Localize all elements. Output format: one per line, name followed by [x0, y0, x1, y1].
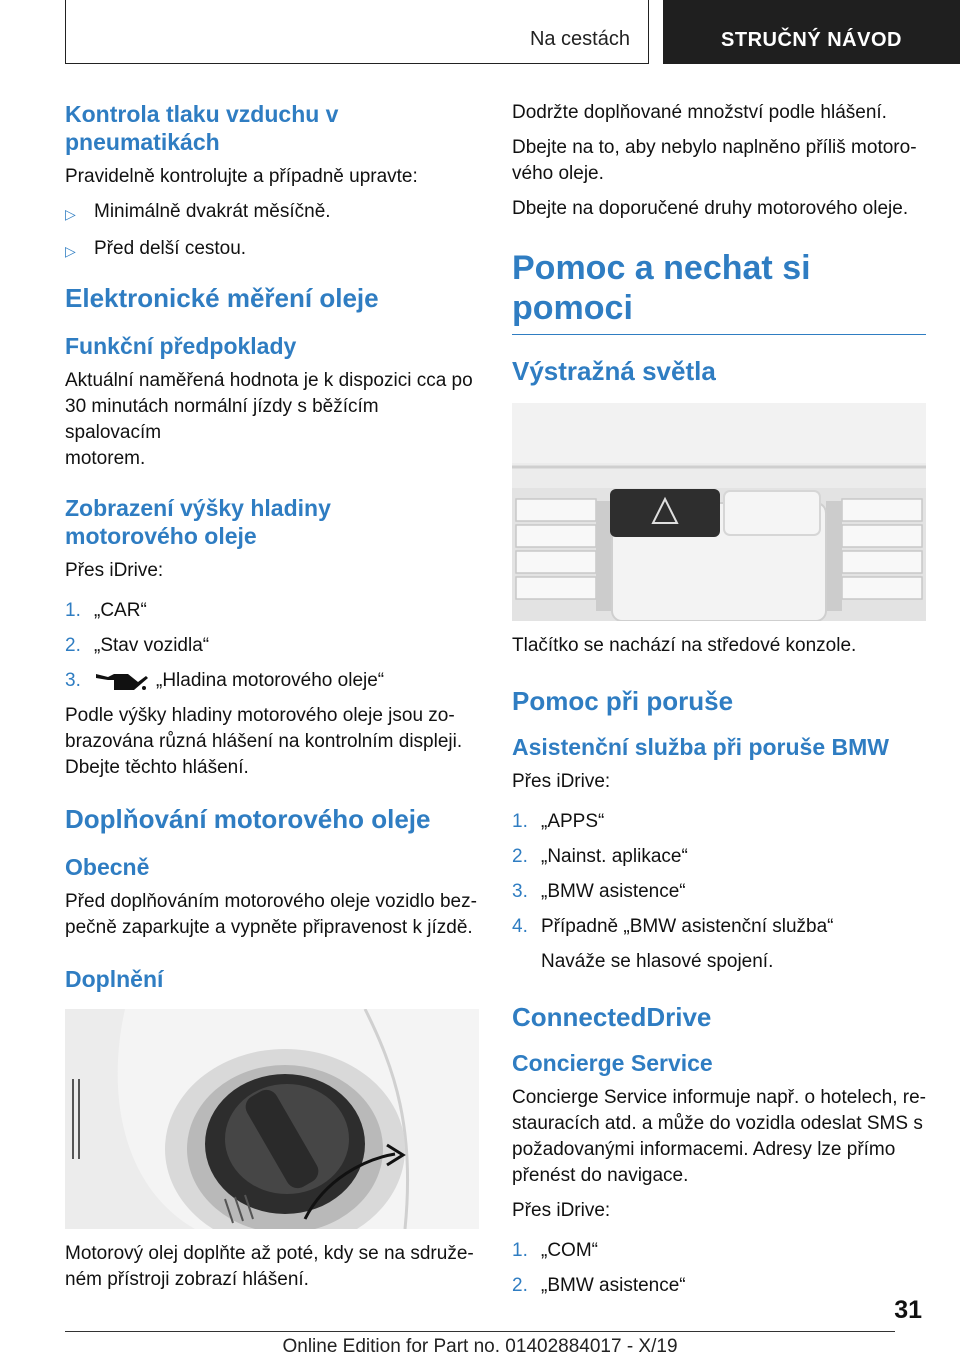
overfill-text: Dbejte na to, aby nebylo naplněno příliš motoro- vého oleje. — [512, 137, 917, 184]
fill-heading: Doplnění — [65, 966, 164, 992]
assist-via: Přes iDrive: — [512, 771, 611, 792]
oil-level-text: Podle výšky hladiny motorového oleje jsou zo- brazována různá hlášení na kontrolním displeji. Dbejte těchto hlášení. — [65, 705, 463, 778]
connected-drive-heading: ConnectedDrive — [512, 1002, 712, 1032]
oil-level-steps — [65, 598, 479, 694]
header-section-title: Na cestách — [529, 28, 630, 50]
prereq-text: Aktuální naměřená hodnota je k dispozici cca po 30 minutách normální jízdy s běžícím spalovacím motorem. — [65, 370, 473, 469]
general-text: Před doplňováním motorového oleje vozidlo bez- pečně zaparkujte a vypněte připravenost k jízdě. — [65, 891, 477, 938]
help-chapter-heading: Pomoc a nechat si pomoci — [512, 248, 926, 335]
page-number: 31 — [894, 1296, 922, 1324]
header-chapter-band: STRUČNÝ NÁVOD — [663, 0, 960, 64]
oil-can-icon — [94, 668, 150, 692]
fill-caption: Motorový olej doplňte až poté, kdy se na sdruže- ném přístroji zobrazí hlášení. — [65, 1243, 474, 1290]
triangle-bullet-icon: ▷ — [65, 243, 76, 259]
list-item: 2. „Nainst. aplikace“ — [512, 846, 688, 867]
list-item: 3. „BMW asistence“ — [512, 881, 686, 902]
concierge-via: Přes iDrive: — [512, 1200, 611, 1221]
list-item: ▷ Před delší cestou. — [65, 236, 479, 264]
triangle-bullet-icon: ▷ — [65, 206, 76, 222]
oil-filler-cap-image — [65, 1009, 479, 1229]
assist-steps — [512, 809, 926, 940]
hazard-caption: Tlačítko se nachází na středové konzole. — [512, 635, 857, 656]
prereq-heading: Funkční předpoklady — [65, 333, 297, 359]
hazard-button-image — [512, 403, 926, 621]
tire-bullet-list — [65, 199, 479, 264]
breakdown-heading: Pomoc při poruše — [512, 686, 734, 716]
assist-heading: Asistenční služba při poruše BMW — [512, 734, 889, 760]
list-item: 2. „BMW asistence“ — [512, 1275, 686, 1296]
oil-level-via: Přes iDrive: — [65, 560, 164, 581]
oil-qty-text: Dodržte doplňované množství podle hlášení. — [512, 102, 887, 123]
oil-types-text: Dbejte na doporučené druhy motorového oleje. — [512, 198, 909, 219]
list-item: 1. „APPS“ — [512, 811, 605, 832]
left-column — [65, 100, 479, 1302]
footer-divider — [65, 1331, 895, 1332]
list-item: 3. „Hladina motorového oleje“ — [65, 670, 385, 691]
oil-level-heading: Zobrazení výšky hladiny motorového oleje — [65, 495, 331, 549]
hazard-heading: Výstražná světla — [512, 356, 716, 386]
general-heading: Obecně — [65, 854, 150, 880]
list-item: ▷ Minimálně dvakrát měsíčně. — [65, 199, 479, 227]
tire-intro: Pravidelně kontrolujte a případně upravte: — [65, 166, 418, 187]
list-item: 4. Případně „BMW asistenční služba“ — [512, 916, 834, 937]
list-item: 2. „Stav vozidla“ — [65, 635, 210, 656]
list-item: 1. „CAR“ — [65, 600, 147, 621]
oil-refill-heading: Doplňování motorového oleje — [65, 804, 431, 834]
right-column — [512, 100, 926, 1309]
concierge-text: Concierge Service informuje např. o hotelech, re- stauracích atd. a může do vozidla odeslat SMS s požadovanými informacemi. Adresy lze přímo přenést do navigace. — [512, 1087, 926, 1186]
concierge-steps — [512, 1238, 926, 1299]
assist-note: Naváže se hlasové spojení. — [541, 951, 774, 972]
footer-edition: Online Edition for Part no. 01402884017 - X/19 — [282, 1336, 678, 1357]
concierge-heading: Concierge Service — [512, 1050, 713, 1076]
oil-measure-heading: Elektronické měření oleje — [65, 283, 379, 313]
list-item: 1. „COM“ — [512, 1240, 598, 1261]
tire-pressure-heading: Kontrola tlaku vzduchu v pneumatikách — [65, 101, 339, 155]
